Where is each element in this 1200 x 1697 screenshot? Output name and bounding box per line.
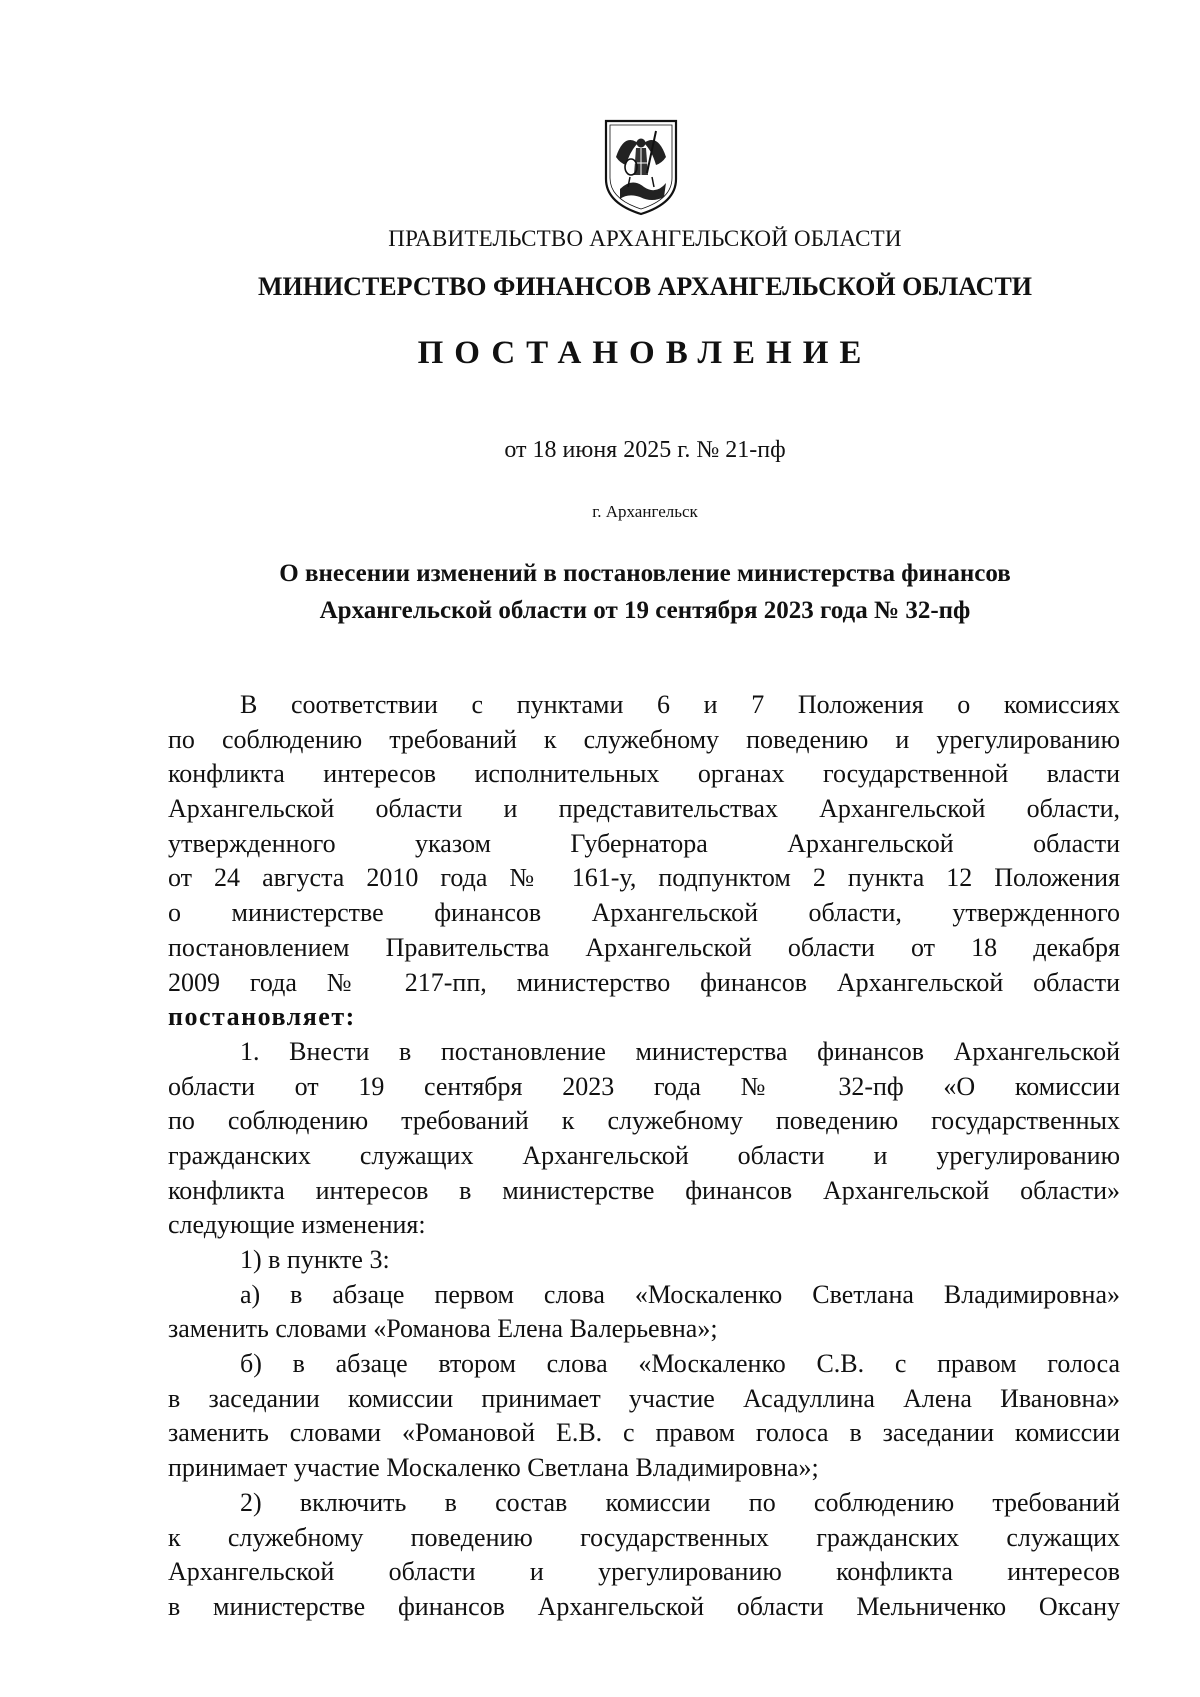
body-line: заменить словами «Романовой Е.В. с правом голоса в заседании комиссии [168, 1418, 1120, 1448]
city-label: г. Архангельск [592, 502, 698, 521]
body-line: Архангельской области и урегулированию конфликта интересов [168, 1557, 1120, 1587]
body-line: В соответствии с пунктами 6 и 7 Положения о комиссиях [240, 690, 1120, 719]
body-line: а) в абзаце первом слова «Москаленко Светлана Владимировна» [240, 1279, 1120, 1309]
body-line: утвержденного указом Губернатора Архангельской области [168, 828, 1120, 858]
body-line: в заседании комиссии принимает участие Асадуллина Алена Ивановна» [168, 1383, 1120, 1413]
body-line: в министерстве финансов Архангельской области Мельниченко Оксану [168, 1591, 1120, 1621]
body-line: конфликта интересов исполнительных органах государственной власти [168, 759, 1120, 789]
ministry-title: МИНИСТЕРСТВО ФИНАНСОВ АРХАНГЕЛЬСКОЙ ОБЛАСТИ [257, 272, 1033, 301]
body-line: Архангельской области и представительствах Архангельской области, [168, 794, 1120, 824]
body-line: следующие изменения: [168, 1210, 426, 1240]
document-body [168, 688, 1120, 1625]
body-line: 2) включить в состав комиссии по соблюдению требований [240, 1487, 1120, 1517]
body-line: принимает участие Москаленко Светлана Владимировна»; [168, 1453, 819, 1483]
body-line: конфликта интересов в министерстве финансов Архангельской области» [168, 1175, 1120, 1205]
body-line: гражданских служащих Архангельской области и урегулированию [168, 1140, 1120, 1170]
body-line: постановлением Правительства Архангельской области от 18 декабря [168, 932, 1120, 962]
body-line: 2009 года № 217-пп, министерство финансов Архангельской области [168, 967, 1120, 997]
body-line: области от 19 сентября 2023 года № 32-пф «О комиссии [168, 1071, 1120, 1101]
body-line: к служебному поведению государственных гражданских служащих [168, 1522, 1120, 1552]
body-line: заменить словами «Романова Елена Валерьевна»; [168, 1314, 718, 1344]
body-line: 1. Внести в постановление министерства финансов Архангельской [240, 1036, 1120, 1066]
subject-line: Архангельской области от 19 сентября 2023 года № 32-пф [319, 597, 971, 624]
document-subject [0, 555, 1200, 629]
body-line: 1) в пункте 3: [240, 1245, 390, 1274]
resolves-keyword: постановляет: [168, 1002, 356, 1032]
body-line: по соблюдению требований к служебному поведению и урегулированию [168, 724, 1120, 754]
coat-of-arms-icon [600, 117, 682, 217]
body-line: от 24 августа 2010 года № 161-у, подпунктом 2 пункта 12 Положения [168, 863, 1120, 893]
body-line: о министерстве финансов Архангельской области, утвержденного [168, 898, 1120, 928]
government-title: ПРАВИТЕЛЬСТВО АРХАНГЕЛЬСКОЙ ОБЛАСТИ [388, 226, 902, 251]
date-and-number: от 18 июня 2025 г. № 21-пф [504, 437, 786, 463]
body-line: б) в абзаце втором слова «Москаленко С.В. с правом голоса [240, 1349, 1120, 1379]
document-type: ПОСТАНОВЛЕНИЕ [417, 335, 873, 371]
subject-line: О внесении изменений в постановление министерства финансов [279, 560, 1011, 587]
body-line: по соблюдению требований к служебному поведению государственных [168, 1106, 1120, 1136]
